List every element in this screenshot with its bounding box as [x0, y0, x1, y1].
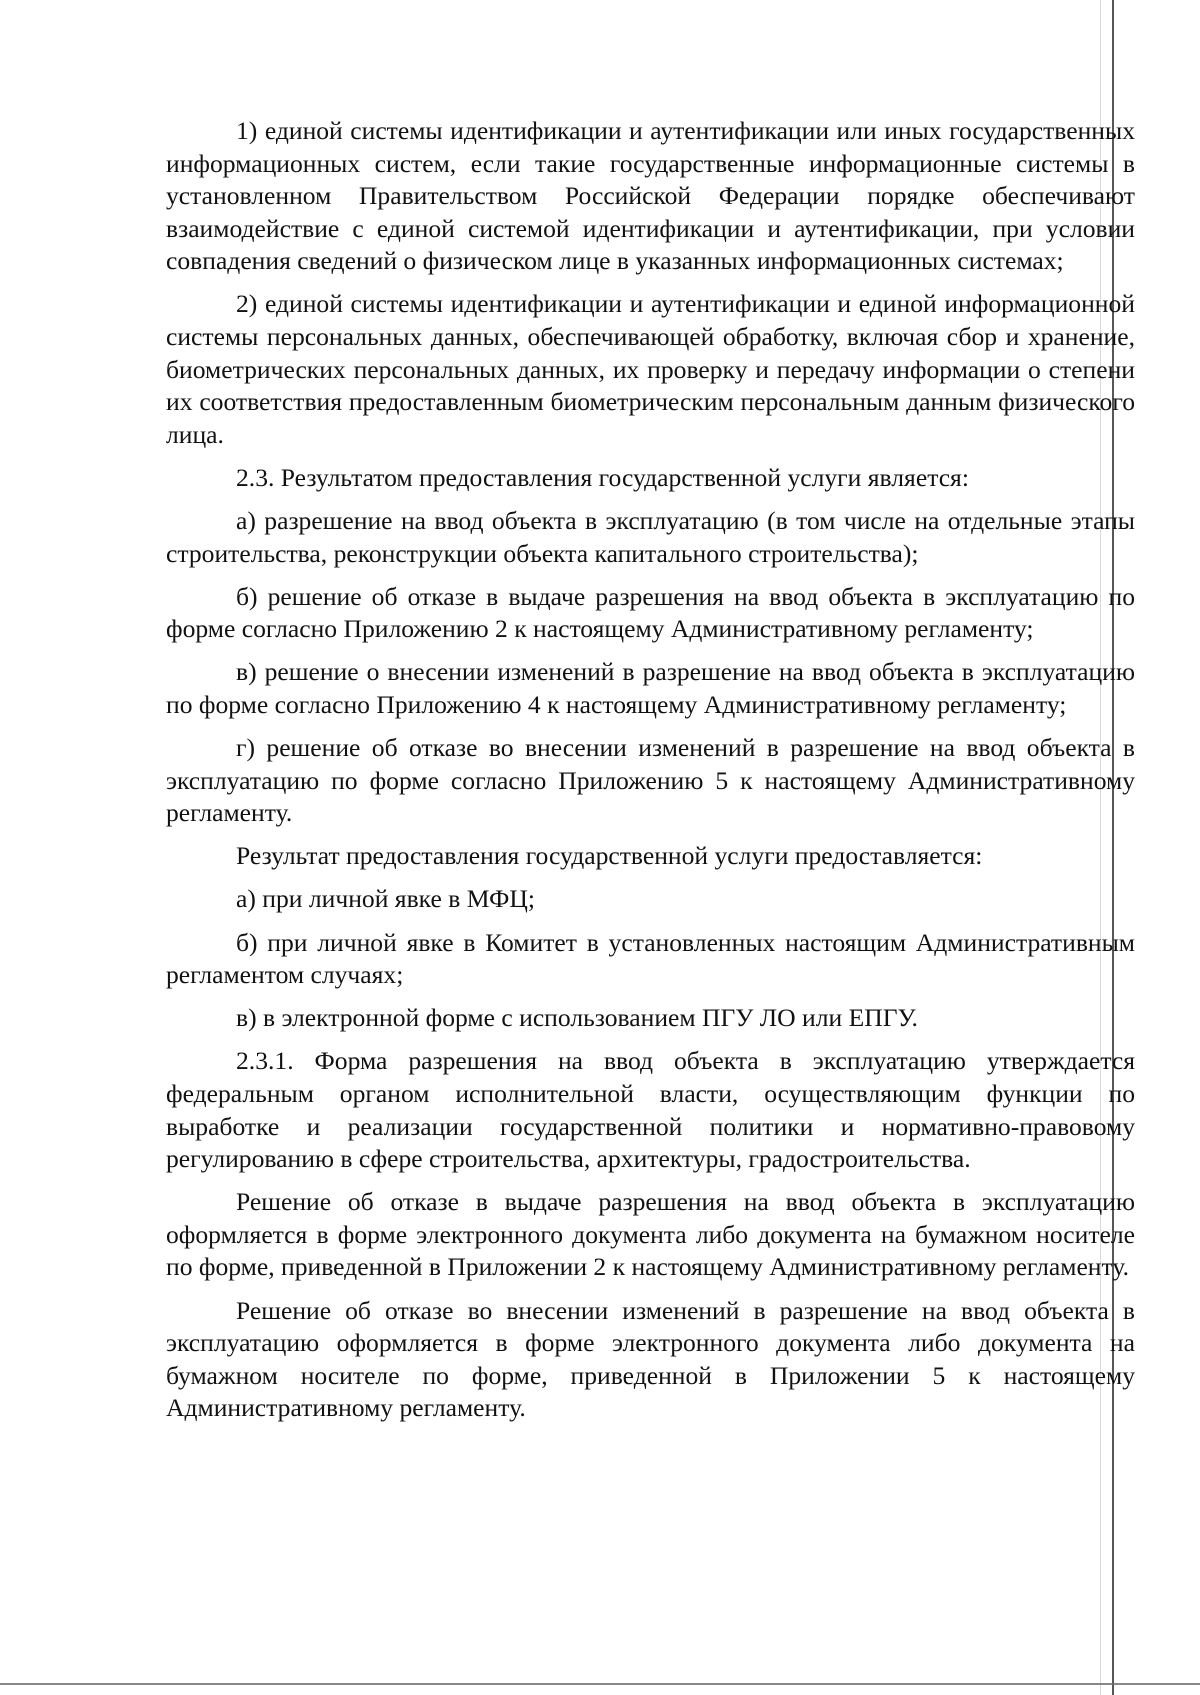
- paragraph-result-a: а) разрешение на ввод объекта в эксплуатацию (в том числе на отдельные этапы строительства, реконструкции объекта капитального строительства);: [166, 506, 1135, 568]
- paragraph-esia: 1) единой системы идентификации и аутентификации или иных государственных информационных систем, если такие государственные информационные системы в установленном Правительством Российской Федерации порядке обеспечивают взаимодействие с единой системой идентификации и аутентификации, при условии совпадения сведений о физическом лице в указанных информационных системах;: [166, 116, 1135, 276]
- paragraph-delivery-a: а) при личной явке в МФЦ;: [236, 884, 535, 914]
- scan-bottom-line: [0, 1683, 1200, 1685]
- paragraph-refusal-change: Решение об отказе во внесении изменений в разрешение на ввод объекта в эксплуатацию оформляется в форме электронного документа либо документа на бумажном носителе по форме, приведенной в Приложении 5 к настоящему Административному регламенту.: [166, 1295, 1135, 1423]
- paragraph-result-heading: 2.3. Результатом предоставления государственной услуги является:: [236, 462, 969, 492]
- document-body: [166, 115, 1135, 1435]
- paragraph-result-g: г) решение об отказе во внесении изменений в разрешение на ввод объекта в эксплуатацию по форме согласно Приложению 5 к настоящему Административному регламенту.: [166, 733, 1135, 828]
- paragraph-result-v: в) решение о внесении изменений в разрешение на ввод объекта в эксплуатацию по форме согласно Приложению 4 к настоящему Административному регламенту;: [166, 657, 1135, 719]
- paragraph-result-b: б) решение об отказе в выдаче разрешения на ввод объекта в эксплуатацию по форме согласно Приложению 2 к настоящему Административному регламенту;: [166, 581, 1135, 644]
- paragraph-biometric: 2) единой системы идентификации и аутентификации и единой информационной системы персональных данных, обеспечивающей обработку, включая сбор и хранение, биометрических персональных данных, их проверку и передачу информации о степени их соответствия предоставленным биометрическим персональным данным физического лица.: [166, 289, 1135, 449]
- paragraph-refusal-issue: Решение об отказе в выдаче разрешения на ввод объекта в эксплуатацию оформляется в форме электронного документа либо документа на бумажном носителе по форме, приведенной в Приложении 2 к настоящему Административному регламенту.: [166, 1187, 1135, 1282]
- paragraph-2-3-1: 2.3.1. Форма разрешения на ввод объекта в эксплуатацию утверждается федеральным органом исполнительной власти, осуществляющим функции по выработке и реализации государственной политики и нормативно-правовому регулированию в сфере строительства, архитектуры, градостроительства.: [166, 1046, 1135, 1174]
- paragraph-delivery-b: б) при личной явке в Комитет в установленных настоящим Административным регламентом случаях;: [166, 927, 1135, 990]
- paragraph-delivery-v: в) в электронной форме с использованием ПГУ ЛО или ЕПГУ.: [236, 1003, 918, 1033]
- paragraph-delivery-heading: Результат предоставления государственной услуги предоставляется:: [236, 841, 983, 871]
